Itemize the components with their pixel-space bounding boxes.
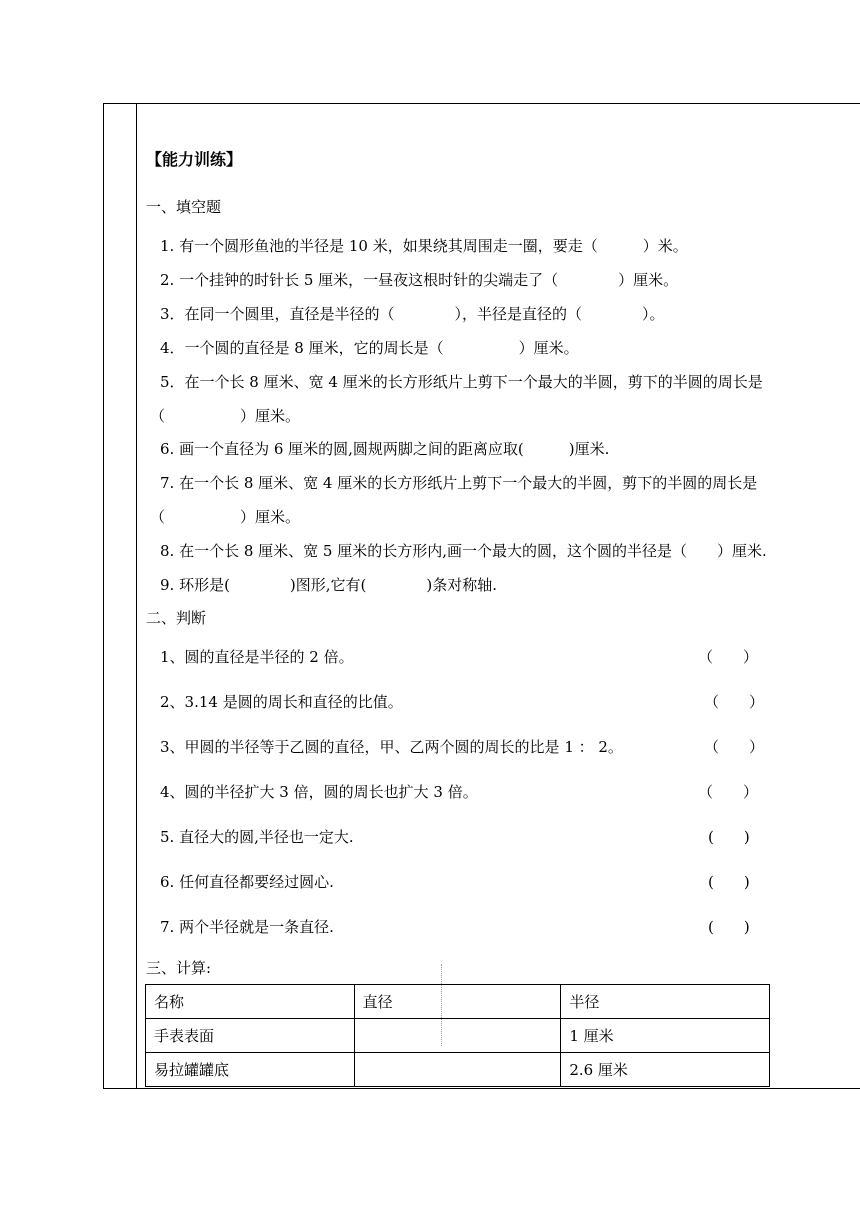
table-row	[146, 1019, 770, 1053]
judge-item-text: 2、3.14 是圆的周长和直径的比值。	[160, 693, 403, 711]
frame-inner-border	[136, 103, 137, 1089]
judge-item-text: 7. 两个半径就是一条直径.	[160, 918, 334, 936]
calc-heading: 三、计算:	[146, 959, 212, 977]
judge-item-text: 4、圆的半径扩大 3 倍，圆的周长也扩大 3 倍。	[160, 783, 478, 801]
fill-blank-line: 4．一个圆的直径是 8 厘米，它的周长是（ ）厘米。	[160, 339, 579, 357]
table-header-cell: 直径	[354, 985, 561, 1019]
judge-item-text: 5. 直径大的圆,半径也一定大.	[160, 828, 354, 846]
frame-bottom-border	[103, 1088, 860, 1089]
table-cell: 易拉罐罐底	[146, 1053, 355, 1087]
table-cell-answer[interactable]	[354, 1053, 561, 1087]
section-title: 【能力训练】	[146, 150, 243, 169]
fill-blank-line: 7. 在一个长 8 厘米、宽 4 厘米的长方形纸片上剪下一个最大的半圆，剪下的半圆的周长是	[160, 474, 758, 492]
judge-item-paren: （ ）	[698, 783, 759, 801]
judge-item-text: 3、甲圆的半径等于乙圆的直径，甲、乙两个圆的周长的比是 1 ： 2。	[160, 738, 623, 756]
table-row	[146, 1053, 770, 1087]
judge-item-text: 1、圆的直径是半径的 2 倍。	[160, 648, 354, 666]
frame-left-border	[103, 103, 104, 1089]
fill-blank-line: 6. 画一个直径为 6 厘米的圆,圆规两脚之间的距离应取( )厘米.	[160, 440, 610, 458]
judge-item-paren: ( )	[708, 873, 750, 891]
table-header-row	[146, 985, 770, 1019]
judge-item-paren: （ ）	[698, 648, 759, 666]
table-header-cell: 名称	[146, 985, 355, 1019]
fill-blank-line: 2. 一个挂钟的时针长 5 厘米，一昼夜这根时针的尖端走了（ ）厘米。	[160, 271, 679, 289]
judge-item-paren: （ ）	[704, 693, 765, 711]
frame-top-border	[103, 103, 860, 104]
fill-blank-line: 5．在一个长 8 厘米、宽 4 厘米的长方形纸片上剪下一个最大的半圆，剪下的半圆的周长是	[160, 373, 763, 391]
calc-table	[145, 984, 770, 1087]
judge-item-paren: ( )	[708, 828, 750, 846]
table-cell-answer[interactable]	[354, 1019, 561, 1053]
fill-blank-line: （ ）厘米。	[150, 508, 301, 526]
table-header-cell: 半径	[561, 985, 770, 1019]
fill-blank-line: 3．在同一个圆里，直径是半径的（ ），半径是直径的（ ）。	[160, 305, 665, 323]
fill-blank-line: 9. 环形是( )图形,它有( )条对称轴.	[160, 576, 498, 594]
table-cell: 手表表面	[146, 1019, 355, 1053]
judge-item-paren: ( )	[708, 918, 750, 936]
table-cell: 2.6 厘米	[561, 1053, 770, 1087]
fill-blank-line: （ ）厘米。	[150, 407, 301, 425]
fill-blank-line: 8. 在一个长 8 厘米、宽 5 厘米的长方形内,画一个最大的圆，这个圆的半径是（ ）厘米.	[160, 542, 767, 560]
fill-blank-line: 1. 有一个圆形鱼池的半径是 10 米，如果绕其周围走一圈，要走（ ）米。	[160, 237, 688, 255]
judge-heading: 二、判断	[146, 609, 207, 627]
judge-item-paren: （ ）	[704, 738, 765, 756]
table-cell: 1 厘米	[561, 1019, 770, 1053]
fill-blank-heading: 一、填空题	[146, 198, 222, 216]
judge-item-text: 6. 任何直径都要经过圆心.	[160, 873, 334, 891]
